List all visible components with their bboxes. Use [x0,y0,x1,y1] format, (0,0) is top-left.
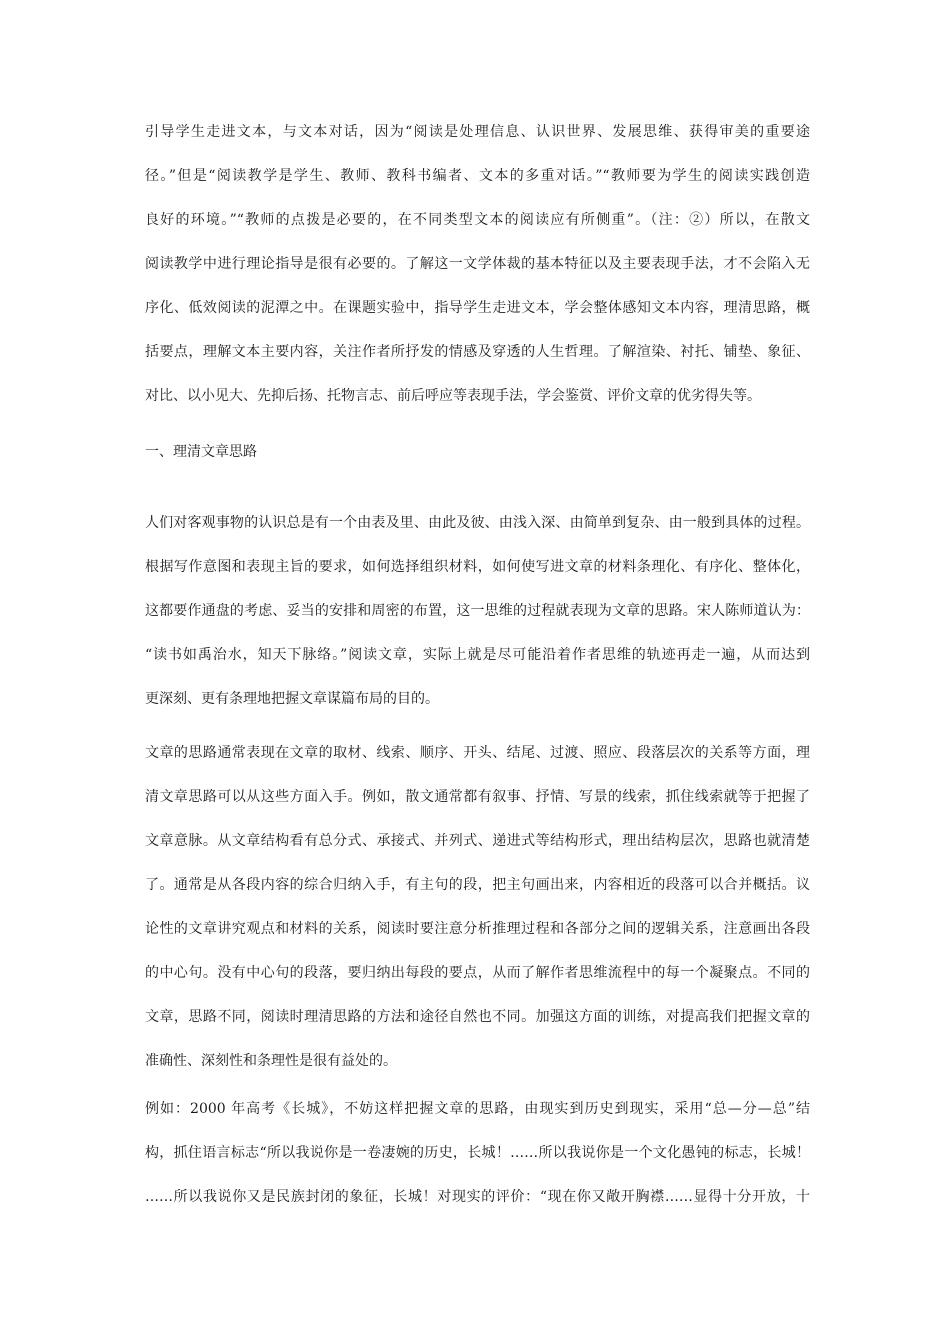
text-line: 例如：2000 年高考《长城》，不妨这样把握文章的思路，由现实到历史到现实，采用“总—分—总”结 [145,1101,810,1117]
section-heading [145,430,810,474]
body-paragraph-1 [145,501,810,721]
intro-paragraph [145,110,810,418]
text-line: 引导学生走进文本，与文本对话，因为“阅读是处理信息、认识世界、发展思维、获得审美的重要途 [145,124,810,140]
text-line: 清文章思路可以从这些方面入手。例如，散文通常都有叙事、抒情、写景的线索，抓住线索就等于把握了 [145,789,810,805]
heading-text: 一、理清文章思路 [145,444,257,460]
text-line: 更深刻、更有条理地把握文章谋篇布局的目的。 [145,691,439,707]
text-line: 文章，思路不同，阅读时理清思路的方法和途径自然也不同。加强这方面的训练，对提高我们把握文章的 [145,1009,810,1025]
text-line: 序化、低效阅读的泥潭之中。在课题实验中，指导学生走进文本，学会整体感知文本内容，理清思路，概 [145,300,810,316]
text-line: 对比、以小见大、先抑后扬、托物言志、前后呼应等表现手法，学会鉴赏、评价文章的优劣得失等。 [145,388,761,404]
text-line: 括要点，理解文本主要内容，关注作者所抒发的情感及穿透的人生哲理。了解渲染、衬托、铺垫、象征、 [145,344,810,360]
text-line: 的中心句。没有中心句的段落，要归纳出每段的要点，从而了解作者思维流程中的每一个凝聚点。不同的 [145,965,810,981]
text-line: “读书如禹治水，知天下脉络。”阅读文章，实际上就是尽可能沿着作者思维的轨迹再走一遍，从而达到 [145,647,810,663]
text-line: 这都要作通盘的考虑、妥当的安排和周密的布置，这一思维的过程就表现为文章的思路。宋人陈师道认为： [145,603,810,619]
text-line: 文章的思路通常表现在文章的取材、线索、顺序、开头、结尾、过渡、照应、段落层次的关系等方面，理 [145,745,810,761]
body-paragraph-2 [145,731,810,1083]
text-line: ……所以我说你又是民族封闭的象征，长城！对现实的评价：“现在你又敞开胸襟……显得十分开放，十 [145,1189,810,1205]
text-line: 阅读教学中进行理论指导是很有必要的。了解这一文学体裁的基本特征以及主要表现手法，才不会陷入无 [145,256,810,272]
text-line: 径。”但是“阅读教学是学生、教师、教科书编者、文本的多重对话。”“教师要为学生的阅读实践创造 [145,168,810,184]
text-line: 了。通常是从各段内容的综合归纳入手，有主句的段，把主句画出来，内容相近的段落可以合并概括。议 [145,877,810,893]
text-line: 文章意脉。从文章结构看有总分式、承接式、并列式、递进式等结构形式，理出结构层次，思路也就清楚 [145,833,810,849]
text-line: 人们对客观事物的认识总是有一个由表及里、由此及彼、由浅入深、由简单到复杂、由一般到具体的过程。 [145,515,810,531]
text-line: 根据写作意图和表现主旨的要求，如何选择组织材料，如何使写进文章的材料条理化、有序化、整体化， [145,559,810,575]
body-paragraph-3 [145,1087,810,1219]
text-line: 构，抓住语言标志“所以我说你是一卷凄婉的历史，长城！……所以我说你是一个文化愚钝的标志，长城！ [145,1145,810,1161]
text-line: 准确性、深刻性和条理性是很有益处的。 [145,1053,397,1069]
text-line: 良好的环境。”“教师的点拨是必要的，在不同类型文本的阅读应有所侧重”。（注：②）所以，在散文 [145,212,810,228]
text-line: 论性的文章讲究观点和材料的关系，阅读时要注意分析推理过程和各部分之间的逻辑关系，注意画出各段 [145,921,810,937]
